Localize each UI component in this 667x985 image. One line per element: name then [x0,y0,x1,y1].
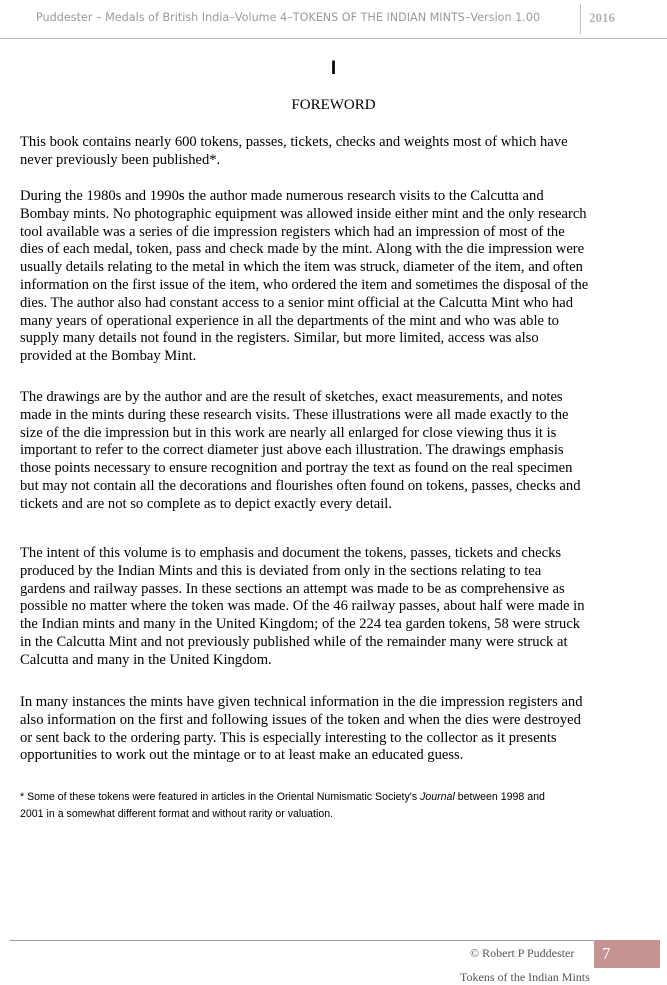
text-line: information on the first issue of the item, who ordered the item and sometimes the disposal of the [20,276,589,293]
text-line: but may not contain all the decorations and flourishes often found on tokens, passes, checks and [20,477,581,494]
text-line: many years of operational experience in all the departments of the mint and who was able to [20,312,559,329]
text-line: gardens and railway passes. In these sections an attempt was made to be as comprehensive as [20,580,565,597]
text-line: produced by the Indian Mints and this is deviated from only in the sections relating to tea [20,562,542,579]
text-line: those points necessary to ensure recognition and portray the text as found on the real specimen [20,460,573,477]
page-number-box [594,940,660,968]
footnote-text: between 1998 and [454,791,545,803]
paragraph-5 [20,694,646,765]
text-line: Calcutta and many in the United Kingdom. [20,651,272,668]
footer-rule [10,940,660,941]
journal-title: Journal [420,791,455,803]
text-line: tickets and are not so complete as to depict exactly every detail. [20,495,392,512]
text-line: During the 1980s and 1990s the author made numerous research visits to the Calcutta and [20,188,544,204]
text-line: The intent of this volume is to emphasis and document the tokens, passes, tickets and checks [20,545,562,561]
header-rule [0,38,667,39]
text-line: important to refer to the correct diameter just above each illustration. The drawings emphasis [20,442,564,459]
page-header [0,0,667,38]
footer-book-title: Tokens of the Indian Mints [460,970,590,984]
text-line: In many instances the mints have given technical information in the die impression registers and [20,694,583,710]
text-line: possible no matter where the token was made. Of the 46 railway passes, about half were made in [20,598,585,615]
copyright: © Robert P Puddester [470,946,575,960]
text-line: Bombay mints. No photographic equipment was allowed inside either mint and the only research [20,205,587,222]
text-line: This book contains nearly 600 tokens, passes, tickets, checks and weights most of which have [20,134,568,150]
header-separator [580,4,581,34]
text-line: also information on the first and following issues of the token and when the dies were destroyed [20,711,581,728]
page-number: 7 [602,944,611,963]
text-line: dies of each medal, token, pass and check made by the mint. Along with the die impression were [20,241,585,258]
text-line: supply many details not found in the registers. Similar, but more limited, access was also [20,330,539,347]
footnote [20,789,646,823]
text-line: or sent back to the ordering party. This is especially interesting to the collector as it presents [20,729,557,746]
text-line: provided at the Bombay Mint. [20,348,197,365]
text-line: usually details relating to the metal in which the item was struck, diameter of the item, and often [20,259,583,276]
text-line: tool available was a series of die impression registers which had an impression of most of the [20,223,565,240]
text-line: The drawings are by the author and are the result of sketches, exact measurements, and notes [20,389,563,405]
text-line: size of the die impression but in this work are nearly all enlarged for close viewing thus it is [20,424,557,441]
chapter-number: I [330,58,337,79]
paragraph-1 [20,134,646,170]
text-line: made in the mints during these research visits. These illustrations were all made exactly to the [20,406,569,423]
text-line: dies. The author also had constant access to a senior mint official at the Calcutta Mint who had [20,294,574,311]
paragraph-3 [20,389,646,514]
text-line: never previously been published*. [20,151,221,168]
footnote-text: * Some of these tokens were featured in articles in the Oriental Numismatic Society's [20,791,421,803]
header-title: Puddester – Medals of British India–Volume 4–TOKENS OF THE INDIAN MINTS–Version 1.00 [36,11,541,24]
text-line: opportunities to work out the mintage or to at least make an educated guess. [20,747,464,764]
text-line: the Indian mints and many in the United Kingdom; of the 224 tea garden tokens, 58 were struck [20,616,581,633]
header-year: 2016 [589,10,615,25]
text-line: in the Calcutta Mint and not previously published while of the remainder many were struck at [20,633,568,650]
section-title: FOREWORD [291,97,376,113]
paragraph-2 [20,188,646,366]
footnote-line-2: 2001 in a somewhat different format and without rarity or valuation. [20,808,334,820]
paragraph-4 [20,545,646,670]
footnote-line-1 [20,789,646,806]
